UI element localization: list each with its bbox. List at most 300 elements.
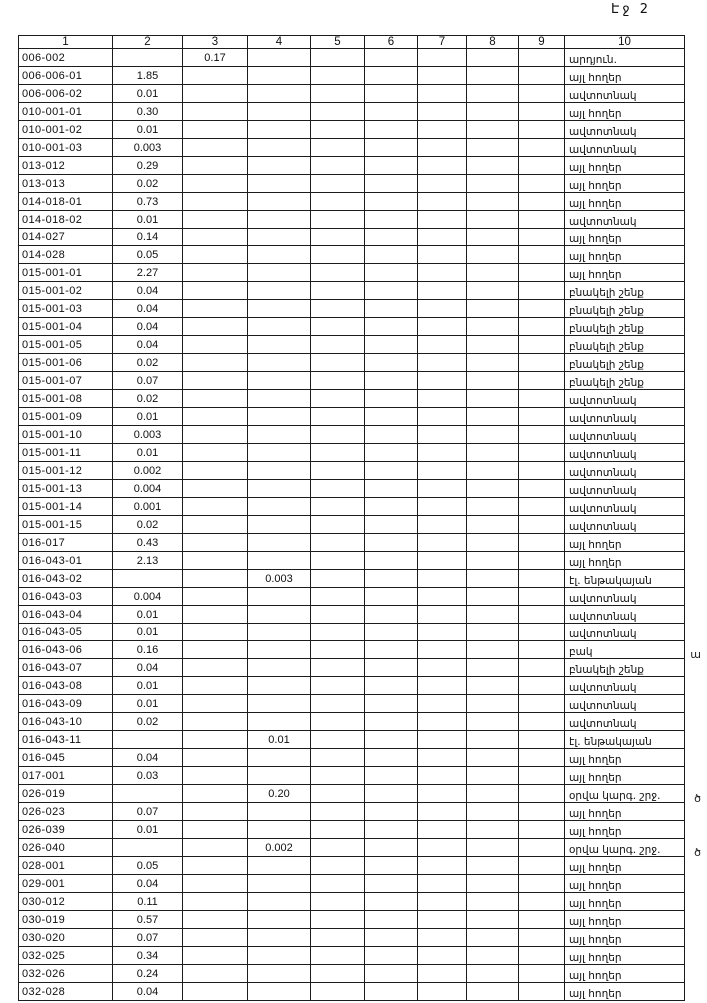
empty-cell [467, 587, 519, 605]
empty-cell [418, 515, 467, 533]
empty-cell [519, 264, 565, 282]
empty-cell [311, 695, 365, 713]
empty-cell [519, 354, 565, 372]
empty-cell [365, 264, 418, 282]
empty-cell [418, 354, 467, 372]
cell-landuse [565, 605, 685, 623]
cell-area-col2 [113, 838, 183, 856]
cell-area-col4 [248, 138, 311, 156]
cell-parcel-code: 013-012 [19, 156, 113, 174]
cell-area-col3 [183, 677, 248, 695]
empty-cell [311, 246, 365, 264]
empty-cell [418, 695, 467, 713]
empty-cell [418, 84, 467, 102]
empty-cell [365, 928, 418, 946]
empty-cell [519, 174, 565, 192]
empty-cell [311, 677, 365, 695]
landuse-label: այլ հողեր [569, 861, 622, 874]
landuse-label: ավտոտնակ [569, 125, 637, 138]
cell-area-col4 [248, 426, 311, 444]
table-row [19, 928, 685, 946]
cell-area-col3 [183, 910, 248, 928]
cell-area-col4 [248, 677, 311, 695]
cell-area-col2: 0.004 [113, 587, 183, 605]
cell-area-col4 [248, 820, 311, 838]
empty-cell [365, 623, 418, 641]
empty-cell [311, 731, 365, 749]
cell-area-col3 [183, 318, 248, 336]
table-row [19, 354, 685, 372]
empty-cell [365, 820, 418, 838]
empty-cell [467, 210, 519, 228]
cell-area-col2: 0.04 [113, 336, 183, 354]
column-header: 7 [418, 36, 467, 49]
table-row [19, 49, 685, 67]
cell-landuse [565, 300, 685, 318]
cell-area-col2: 0.002 [113, 461, 183, 479]
empty-cell [418, 713, 467, 731]
cell-area-col4 [248, 372, 311, 390]
empty-cell [365, 49, 418, 67]
column-header: 10 [565, 36, 685, 49]
cell-area-col4 [248, 515, 311, 533]
cell-parcel-code: 032-026 [19, 964, 113, 982]
empty-cell [519, 192, 565, 210]
cell-area-col2: 0.02 [113, 390, 183, 408]
landuse-label: բնակելի շենք [569, 377, 644, 390]
table-row [19, 803, 685, 821]
landuse-label: բակ [569, 646, 593, 659]
cell-area-col4 [248, 390, 311, 408]
empty-cell [467, 461, 519, 479]
empty-cell [467, 856, 519, 874]
cell-area-col2: 0.001 [113, 497, 183, 515]
cell-area-col3 [183, 246, 248, 264]
cell-area-col2: 0.01 [113, 408, 183, 426]
cell-landuse [565, 497, 685, 515]
empty-cell [519, 443, 565, 461]
cell-landuse [565, 210, 685, 228]
empty-cell [365, 695, 418, 713]
empty-cell [418, 623, 467, 641]
empty-cell [418, 946, 467, 964]
empty-cell [519, 695, 565, 713]
empty-cell [365, 336, 418, 354]
cell-parcel-code: 015-001-06 [19, 354, 113, 372]
cell-parcel-code: 006-002 [19, 49, 113, 67]
cell-parcel-code: 015-001-02 [19, 282, 113, 300]
cell-area-col2: 0.04 [113, 874, 183, 892]
table-row [19, 372, 685, 390]
empty-cell [519, 551, 565, 569]
landuse-label: այլ հողեր [569, 825, 622, 838]
empty-cell [311, 946, 365, 964]
empty-cell [418, 587, 467, 605]
cell-area-col4 [248, 246, 311, 264]
cell-parcel-code: 015-001-07 [19, 372, 113, 390]
empty-cell [519, 120, 565, 138]
empty-cell [418, 856, 467, 874]
empty-cell [519, 318, 565, 336]
cell-area-col4 [248, 192, 311, 210]
empty-cell [519, 515, 565, 533]
cell-parcel-code: 014-018-01 [19, 192, 113, 210]
empty-cell [311, 533, 365, 551]
table-row [19, 515, 685, 533]
cell-landuse [565, 856, 685, 874]
empty-cell [467, 426, 519, 444]
cell-area-col3 [183, 210, 248, 228]
cell-area-col4 [248, 928, 311, 946]
cell-landuse [565, 874, 685, 892]
empty-cell [467, 192, 519, 210]
empty-cell [311, 461, 365, 479]
table-row [19, 820, 685, 838]
cell-area-col4 [248, 408, 311, 426]
cell-area-col2: 0.04 [113, 318, 183, 336]
cell-area-col2: 0.07 [113, 928, 183, 946]
empty-cell [467, 49, 519, 67]
cell-area-col4 [248, 892, 311, 910]
empty-cell [418, 426, 467, 444]
empty-cell [418, 892, 467, 910]
empty-cell [311, 354, 365, 372]
empty-cell [519, 731, 565, 749]
cell-landuse [565, 892, 685, 910]
empty-cell [365, 659, 418, 677]
cell-area-col3 [183, 964, 248, 982]
empty-cell [519, 982, 565, 1000]
landuse-label: այլ հողեր [569, 879, 622, 892]
empty-cell [418, 120, 467, 138]
empty-cell [311, 443, 365, 461]
empty-cell [418, 210, 467, 228]
empty-cell [519, 84, 565, 102]
empty-cell [467, 820, 519, 838]
cell-area-col2 [113, 49, 183, 67]
empty-cell [365, 856, 418, 874]
cell-area-col2: 0.11 [113, 892, 183, 910]
cell-parcel-code: 010-001-02 [19, 120, 113, 138]
cell-area-col2: 0.57 [113, 910, 183, 928]
table-row [19, 838, 685, 856]
table-row [19, 551, 685, 569]
table-row [19, 461, 685, 479]
cell-landuse [565, 192, 685, 210]
cell-area-col2: 0.01 [113, 84, 183, 102]
cell-parcel-code: 016-043-07 [19, 659, 113, 677]
cell-parcel-code: 026-023 [19, 803, 113, 821]
cell-parcel-code: 015-001-08 [19, 390, 113, 408]
empty-cell [311, 336, 365, 354]
empty-cell [467, 515, 519, 533]
cell-area-col4 [248, 497, 311, 515]
landuse-label: բնակելի շենք [569, 341, 644, 354]
cell-area-col3 [183, 695, 248, 713]
cell-area-col4 [248, 856, 311, 874]
cell-parcel-code: 016-043-08 [19, 677, 113, 695]
cell-area-col3 [183, 138, 248, 156]
empty-cell [418, 551, 467, 569]
land-parcel-table [18, 35, 701, 1001]
landuse-label: ավտոտնակ [569, 430, 637, 443]
cell-parcel-code: 015-001-01 [19, 264, 113, 282]
empty-cell [418, 569, 467, 587]
table-row [19, 767, 685, 785]
empty-cell [365, 515, 418, 533]
cell-landuse [565, 443, 685, 461]
empty-cell [365, 677, 418, 695]
empty-cell [418, 838, 467, 856]
empty-cell [365, 354, 418, 372]
cell-area-col3 [183, 838, 248, 856]
cell-parcel-code: 016-043-09 [19, 695, 113, 713]
cell-area-col4 [248, 318, 311, 336]
cell-area-col2: 0.04 [113, 300, 183, 318]
empty-cell [467, 264, 519, 282]
landuse-label: այլ հողեր [569, 179, 622, 192]
cell-area-col4 [248, 623, 311, 641]
table-row [19, 246, 685, 264]
empty-cell [467, 408, 519, 426]
page-number-label: Էջ 2 [611, 2, 652, 17]
empty-cell [467, 910, 519, 928]
table-row [19, 282, 685, 300]
empty-cell [311, 84, 365, 102]
landuse-label: էլ. ենթակայան [569, 574, 652, 587]
cell-area-col2: 0.16 [113, 641, 183, 659]
cell-area-col2: 0.04 [113, 282, 183, 300]
empty-cell [365, 138, 418, 156]
cell-parcel-code: 010-001-01 [19, 102, 113, 120]
empty-cell [519, 300, 565, 318]
landuse-label: ավտոտնակ [569, 718, 637, 731]
empty-cell [467, 479, 519, 497]
landuse-label: այլ հողեր [569, 933, 622, 946]
cell-parcel-code: 016-043-10 [19, 713, 113, 731]
table-row [19, 785, 685, 803]
cell-area-col2: 0.01 [113, 623, 183, 641]
empty-cell [365, 785, 418, 803]
landuse-label: այլ հողեր [569, 897, 622, 910]
cell-landuse [565, 515, 685, 533]
empty-cell [467, 533, 519, 551]
cell-area-col4 [248, 228, 311, 246]
cell-landuse [565, 964, 685, 982]
landuse-label: ավտոտնակ [569, 466, 637, 479]
empty-cell [365, 803, 418, 821]
empty-cell [311, 605, 365, 623]
landuse-label: այլ հողեր [569, 269, 622, 282]
empty-cell [311, 49, 365, 67]
empty-cell [519, 820, 565, 838]
empty-cell [418, 641, 467, 659]
empty-cell [311, 551, 365, 569]
cell-area-col4 [248, 300, 311, 318]
cell-area-col3 [183, 264, 248, 282]
empty-cell [467, 785, 519, 803]
empty-cell [467, 300, 519, 318]
column-header: 2 [113, 36, 183, 49]
empty-cell [519, 246, 565, 264]
cell-area-col3 [183, 156, 248, 174]
cell-area-col4 [248, 964, 311, 982]
landuse-label: ավտոտնակ [569, 682, 637, 695]
empty-cell [519, 408, 565, 426]
empty-cell [311, 874, 365, 892]
cell-area-col3 [183, 946, 248, 964]
empty-cell [519, 49, 565, 67]
empty-cell [365, 426, 418, 444]
cell-area-col2: 2.13 [113, 551, 183, 569]
cell-parcel-code: 015-001-10 [19, 426, 113, 444]
empty-cell [365, 713, 418, 731]
empty-cell [418, 461, 467, 479]
empty-cell [311, 964, 365, 982]
table-row [19, 138, 685, 156]
table-row [19, 479, 685, 497]
empty-cell [467, 803, 519, 821]
empty-cell [311, 210, 365, 228]
empty-cell [467, 659, 519, 677]
cell-area-col4 [248, 336, 311, 354]
empty-cell [519, 390, 565, 408]
empty-cell [467, 928, 519, 946]
cell-parcel-code: 026-019 [19, 785, 113, 803]
cell-parcel-code: 016-043-01 [19, 551, 113, 569]
empty-cell [519, 749, 565, 767]
table-row [19, 102, 685, 120]
empty-cell [467, 443, 519, 461]
empty-cell [519, 533, 565, 551]
cell-area-col2: 0.05 [113, 246, 183, 264]
table-row [19, 731, 685, 749]
empty-cell [365, 874, 418, 892]
table-row [19, 946, 685, 964]
cell-area-col2: 0.003 [113, 426, 183, 444]
empty-cell [418, 605, 467, 623]
cell-area-col4 [248, 910, 311, 928]
cell-parcel-code: 029-001 [19, 874, 113, 892]
empty-cell [311, 892, 365, 910]
empty-cell [418, 318, 467, 336]
cell-area-col2: 0.07 [113, 372, 183, 390]
cell-area-col3 [183, 820, 248, 838]
empty-cell [311, 641, 365, 659]
cell-landuse [565, 677, 685, 695]
cell-area-col2: 0.04 [113, 749, 183, 767]
empty-cell [418, 390, 467, 408]
column-header: 5 [311, 36, 365, 49]
empty-cell [365, 443, 418, 461]
empty-cell [519, 964, 565, 982]
empty-cell [311, 66, 365, 84]
empty-cell [311, 659, 365, 677]
empty-cell [311, 102, 365, 120]
table-row [19, 66, 685, 84]
cell-area-col3 [183, 372, 248, 390]
empty-cell [365, 300, 418, 318]
cell-area-col3 [183, 174, 248, 192]
empty-cell [311, 820, 365, 838]
column-header: 8 [467, 36, 519, 49]
empty-cell [467, 767, 519, 785]
cell-area-col4 [248, 84, 311, 102]
empty-cell [418, 874, 467, 892]
landuse-label: այլ հողեր [569, 197, 622, 210]
cell-parcel-code: 015-001-09 [19, 408, 113, 426]
empty-cell [418, 910, 467, 928]
cell-landuse [565, 120, 685, 138]
cell-area-col2: 0.02 [113, 354, 183, 372]
table-row [19, 84, 685, 102]
cell-landuse [565, 749, 685, 767]
empty-cell [365, 390, 418, 408]
empty-cell [365, 228, 418, 246]
empty-cell [467, 497, 519, 515]
empty-cell [467, 120, 519, 138]
table-row [19, 336, 685, 354]
empty-cell [467, 282, 519, 300]
cell-area-col4 [248, 695, 311, 713]
empty-cell [311, 120, 365, 138]
empty-cell [418, 49, 467, 67]
cell-area-col4 [248, 49, 311, 67]
empty-cell [519, 785, 565, 803]
cell-area-col3 [183, 515, 248, 533]
empty-cell [311, 156, 365, 174]
cell-area-col4 [248, 210, 311, 228]
empty-cell [365, 210, 418, 228]
cell-area-col4 [248, 156, 311, 174]
empty-cell [519, 928, 565, 946]
cell-parcel-code: 017-001 [19, 767, 113, 785]
empty-cell [519, 102, 565, 120]
cell-area-col3 [183, 749, 248, 767]
table-body [19, 49, 701, 1001]
empty-cell [311, 713, 365, 731]
empty-cell [365, 838, 418, 856]
empty-cell [365, 282, 418, 300]
table-row [19, 264, 685, 282]
cell-landuse [565, 461, 685, 479]
empty-cell [311, 192, 365, 210]
cell-landuse [565, 264, 685, 282]
landuse-label: ավտոտնակ [569, 502, 637, 515]
cell-parcel-code: 015-001-13 [19, 479, 113, 497]
empty-cell [467, 354, 519, 372]
landuse-label: այլ հողեր [569, 538, 622, 551]
cell-area-col2: 0.43 [113, 533, 183, 551]
cell-area-col4 [248, 354, 311, 372]
empty-cell [311, 910, 365, 928]
cell-area-col4: 0.01 [248, 731, 311, 749]
cell-area-col3 [183, 641, 248, 659]
empty-cell [365, 479, 418, 497]
empty-cell [365, 102, 418, 120]
empty-cell [418, 928, 467, 946]
table-row [19, 713, 685, 731]
cell-area-col4 [248, 479, 311, 497]
table-row [19, 120, 685, 138]
cell-parcel-code: 016-043-11 [19, 731, 113, 749]
empty-cell [418, 982, 467, 1000]
cell-landuse [565, 767, 685, 785]
cell-area-col3 [183, 426, 248, 444]
empty-cell [311, 300, 365, 318]
table-row [19, 856, 685, 874]
landuse-label: ավտոտնակ [569, 89, 637, 102]
